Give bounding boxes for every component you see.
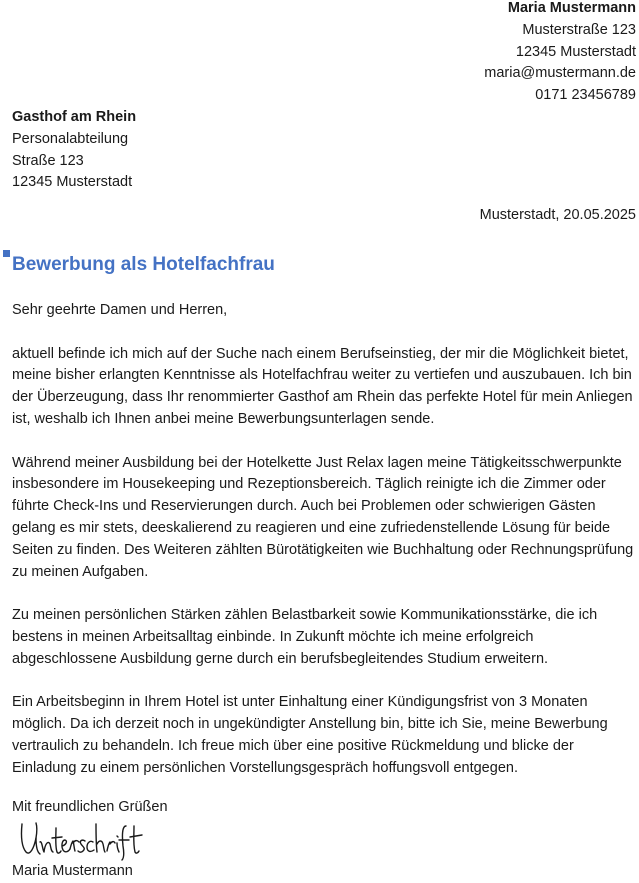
sender-street: Musterstraße 123 [522, 21, 636, 38]
body-paragraph: Zu meinen persönlichen Stärken zählen Belastbarkeit sowie Kommunikationsstärke, die ich bestens in meinen Arbeitsalltag einbinde. In Zukunft möchte ich meine erfolgreich abgeschlossene Ausbildung gerne durch ein berufsbegleitendes Studium erweitern. [12, 607, 598, 667]
body-paragraph: Ein Arbeitsbeginn in Ihrem Hotel ist unter Einhaltung einer Kündigungsfrist von 3 Monaten möglich. Da ich derzeit noch in ungekündigter Anstellung bin, bitte ich Sie, meine Bewerbung vertraulich zu behandeln. Ich freue mich über eine positive Rückmeldung und blicke der Einladung zu einem persönlichen Vorstellungsgespräch hoffungsvoll entgegen. [12, 694, 608, 776]
letter-date: Musterstadt, 20.05.2025 [479, 207, 636, 223]
sender-city: 12345 Musterstadt [515, 43, 636, 60]
sender-address [484, 0, 636, 107]
letter-subject: Bewerbung als Hotelfachfrau [12, 254, 275, 275]
signer-name: Maria Mustermann [12, 863, 133, 879]
recipient-department: Personalabteilung [12, 130, 129, 147]
subject-marker [3, 250, 10, 257]
recipient-street: Straße 123 [12, 152, 84, 169]
recipient-company: Gasthof am Rhein [12, 109, 137, 125]
sender-name: Maria Mustermann [507, 0, 636, 16]
closing: Mit freundlichen Grüßen [12, 799, 168, 815]
sender-email: maria@mustermann.de [484, 65, 636, 82]
letter-body [12, 300, 636, 801]
recipient-address [12, 107, 136, 194]
sender-phone: 0171 23456789 [535, 87, 636, 104]
body-paragraph: Während meiner Ausbildung bei der Hotelkette Just Relax lagen meine Tätigkeitsschwerpunkte insbesondere im Housekeeping und Rezeptionsbereich. Täglich reinigte ich die Zimmer oder führte Check-Ins und Reservierungen durch. Auch bei Problemen oder schwierigen Gästen gelang es mir stets, deeskalierend zu reagieren und eine zufriedenstellende Lösung für beide Seiten zu finden. Des Weiteren zählten Bürotätigkeiten wie Buchhaltung oder Rechnungsprüfung zu meinen Aufgaben. [12, 454, 634, 580]
salutation: Sehr geehrte Damen und Herren, [12, 302, 228, 318]
handwritten-signature [18, 818, 148, 862]
body-paragraph: aktuell befinde ich mich auf der Suche nach einem Berufseinstieg, der mir die Möglichkeit bietet, meine bisher erlangten Kenntnisse als Hotelfachfrau weiter zu vertiefen und auszubauen. Ich bin der Überzeugung, dass Ihr renommierter Gasthof am Rhein das perfekte Hotel für mein Anliegen ist, weshalb ich Ihnen anbei meine Bewerbungsunterlagen sende. [12, 345, 633, 427]
recipient-city: 12345 Musterstadt [12, 174, 133, 191]
